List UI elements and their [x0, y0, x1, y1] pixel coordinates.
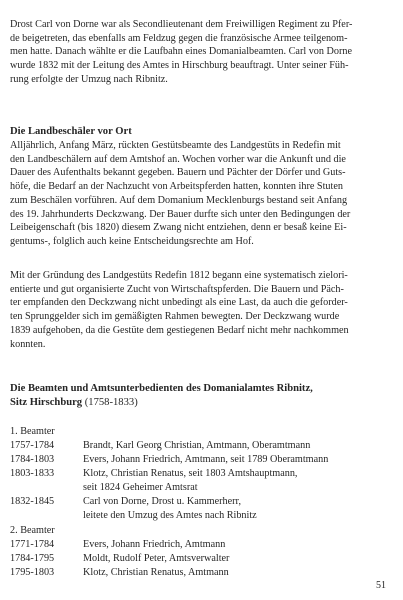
row-name — [83, 467, 393, 494]
row-name-line: Klotz, Christian Renatus, Amtmann — [83, 567, 229, 578]
text-line: des 19. Jahrhunderts Deckzwang. Der Bauer durfte sich unter den Bedingungen der — [10, 208, 351, 220]
text-line: konnten. — [10, 338, 46, 350]
text-line: Dauer des Aufenthalts bekannt gegeben. Bauern und Pächter der Dörfer und Guts- — [10, 167, 346, 179]
heading-bold-part: Sitz Hirschburg — [10, 396, 83, 408]
group-title-1: 1. Beamter — [10, 426, 55, 437]
row-years: 1795-1803 — [10, 567, 55, 578]
heading-years: (1758-1833) — [84, 396, 138, 408]
group-title-2: 2. Beamter — [10, 525, 55, 536]
row-name — [83, 538, 393, 552]
text-line: zum Beschälen vorführen. Auf dem Domanium Mecklenburgs bestand seit Anfang — [10, 194, 348, 206]
text-line: rung erfolgte der Umzug nach Ribnitz. — [10, 73, 168, 85]
row-name — [83, 453, 393, 467]
row-years: 1784-1803 — [10, 454, 55, 465]
text-line: ter empfanden den Deckzwang nicht unbedingt als eine Last, da auch die geforder- — [10, 297, 348, 309]
text-line: höfe, die Bedarf an der Nachzucht von Arbeitspferden hatten, konnten ihre Stuten — [10, 181, 343, 193]
heading-line-2 — [10, 396, 395, 410]
row-name-line: Brandt, Karl Georg Christian, Amtmann, Oberamtmann — [83, 440, 311, 451]
row-name — [83, 552, 393, 566]
row-name-line: seit 1824 Geheimer Amtsrat — [83, 481, 198, 493]
text-line: wurde 1832 mit der Leitung des Amtes in Hirschburg beauftragt. Unter seiner Füh- — [10, 60, 349, 72]
intro-paragraph — [10, 18, 390, 87]
text-line: Alljährlich, Anfang März, rückten Gestütsbeamte des Landgestüts in Redefin mit — [10, 140, 341, 151]
section-heading-beamten — [10, 382, 395, 409]
row-years: 1832-1845 — [10, 496, 55, 507]
row-name — [83, 566, 393, 580]
text-line: de beigetreten, das ebenfalls am Feldzug gegen die französische Armee teilgenom- — [10, 32, 348, 44]
page-number: 51 — [376, 580, 386, 591]
text-line: entierte und gut organisierte Zucht von Wirtschaftspferden. Die Bauern und Päch- — [10, 283, 344, 295]
row-name — [83, 495, 393, 522]
text-line: Drost Carl von Dorne war als Secondlieutenant dem Freiwilligen Regiment zu Pfer- — [10, 19, 353, 30]
row-name-line: Evers, Johann Friedrich, Amtmann — [83, 539, 226, 550]
row-name-line: Klotz, Christian Renatus, seit 1803 Amtshauptmann, — [83, 468, 298, 479]
row-name-line: Moldt, Rudolf Peter, Amtsverwalter — [83, 553, 230, 564]
row-years: 1757-1784 — [10, 440, 55, 451]
row-years: 1784-1795 — [10, 553, 55, 564]
row-years: 1771-1784 — [10, 539, 55, 550]
row-name-line: Carl von Dorne, Drost u. Kammerherr, — [83, 496, 242, 507]
heading-line: Die Beamten und Amtsunterbedienten des Domanialamtes Ribnitz, — [10, 383, 313, 394]
text-line: 1839 aufgehoben, da die Gestüte dem gestiegenen Bedarf nicht mehr nachkommen — [10, 324, 349, 336]
row-name-line: Evers, Johann Friedrich, Amtmann, seit 1789 Oberamtmann — [83, 454, 329, 465]
section-heading-landbeschaeler: Die Landbeschäler vor Ort — [10, 126, 132, 137]
row-name-line: leitete den Umzug des Amtes nach Ribnitz — [83, 509, 257, 521]
text-line: den Landbeschälern auf dem Amtshof an. Wochen vorher war die Ankunft und die — [10, 153, 346, 165]
text-line: ten Sprunggelder sich im gemäßigten Rahmen bewegten. Der Deckzwang wurde — [10, 311, 340, 323]
text-line: men hatte. Danach wählte er die Laufbahn eines Domanialbeamten. Carl von Dorne — [10, 46, 352, 58]
text-line: gentums-, folglich auch keine Entscheidungsrechte am Hof. — [10, 235, 254, 247]
section1-paragraph-2 — [10, 269, 390, 351]
text-line: Mit der Gründung des Landgestüts Redefin 1812 begann eine systematisch zielori- — [10, 270, 348, 281]
text-line: Leibeigenschaft (bis 1820) diesem Zwang nicht entziehen, denn er besaß keine Ei- — [10, 222, 347, 234]
row-name — [83, 439, 393, 453]
section1-paragraph-1 — [10, 139, 390, 249]
row-years: 1803-1833 — [10, 468, 55, 479]
